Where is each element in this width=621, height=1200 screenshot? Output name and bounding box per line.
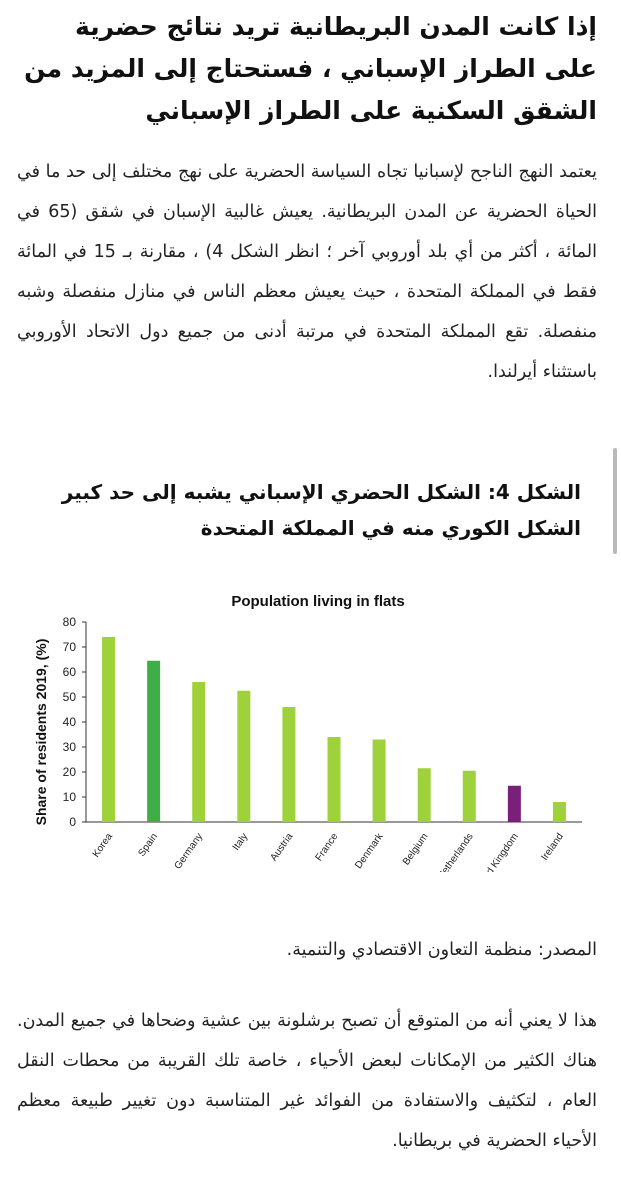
- x-tick-label: Austria: [268, 831, 296, 864]
- y-tick-label: 60: [62, 665, 76, 679]
- y-tick-label: 10: [62, 790, 76, 804]
- bar-spain: [147, 661, 160, 822]
- x-tick-label: France: [313, 831, 341, 864]
- bar-france: [328, 737, 341, 822]
- x-tick-label: United Kingdom: [470, 831, 521, 872]
- x-tick-label: Ireland: [539, 831, 566, 863]
- bar-netherlands: [463, 771, 476, 822]
- figure-source: المصدر: منظمة التعاون الاقتصادي والتنمية.: [286, 940, 597, 960]
- article-paragraph-2: هذا لا يعني أنه من المتوقع أن تصبح برشلونة بين عشية وضحاها في جميع المدن. هناك الكثير من الإمكانات لبعض الأحياء ، خاصة تلك القريبة من محطات النقل العام ، لتكثيف والاستفادة من الفوائد غير المتناسبة دون تغيير طبيعة معظم الأحياء الحضرية في بريطانيا.: [17, 1011, 597, 1151]
- bar-chart: [30, 582, 590, 872]
- y-tick-label: 80: [62, 615, 76, 629]
- bar-korea: [102, 637, 115, 822]
- bar-chart-svg: [30, 582, 590, 872]
- x-tick-label: Netherlands: [435, 831, 476, 872]
- y-tick-label: 40: [62, 715, 76, 729]
- chart-title: Population living in flats: [231, 593, 405, 610]
- bar-austria: [282, 707, 295, 822]
- x-tick-label: Germany: [172, 831, 206, 872]
- scrollbar-thumb[interactable]: [613, 448, 617, 554]
- article-paragraph-1: يعتمد النهج الناجح لإسبانيا تجاه السياسة الحضرية على نهج مختلف إلى حد ما في الحياة الحضرية عن المدن البريطانية. يعيش غالبية الإسبان في شقق (65 في المائة ، أكثر من أي بلد أوروبي آخر ؛ انظر الشكل 4) ، مقارنة بـ 15 في المائة فقط في المملكة المتحدة ، حيث يعيش معظم الناس في منازل منفصلة وشبه منفصلة. تقع المملكة المتحدة في مرتبة أدنى من جميع دول الاتحاد الأوروبي باستثناء أيرلندا.: [17, 162, 597, 382]
- bar-ireland: [553, 802, 566, 822]
- bar-germany: [192, 682, 205, 822]
- y-tick-label: 30: [62, 740, 76, 754]
- x-tick-label: Denmark: [353, 831, 386, 871]
- bar-belgium: [418, 768, 431, 822]
- y-tick-label: 0: [69, 815, 76, 829]
- figure-title: الشكل 4: الشكل الحضري الإسباني يشبه إلى حد كبير الشكل الكوري منه في المملكة المتحدة: [61, 480, 581, 540]
- chart-y-axis-label: Share of residents 2019, (%): [33, 638, 49, 826]
- bar-italy: [237, 691, 250, 822]
- article-headline: إذا كانت المدن البريطانية تريد نتائج حضرية على الطراز الإسباني ، فستحتاج إلى المزيد من الشقق السكنية على الطراز الإسباني: [24, 12, 597, 125]
- x-tick-label: Korea: [90, 831, 116, 860]
- x-tick-label: Belgium: [400, 831, 431, 868]
- y-tick-label: 20: [62, 765, 76, 779]
- bar-denmark: [373, 740, 386, 823]
- x-tick-label: Spain: [136, 831, 161, 859]
- y-tick-label: 50: [62, 690, 76, 704]
- chart-marks: [63, 615, 582, 872]
- x-tick-label: Italy: [230, 831, 251, 853]
- bar-united-kingdom: [508, 786, 521, 822]
- y-tick-label: 70: [62, 640, 76, 654]
